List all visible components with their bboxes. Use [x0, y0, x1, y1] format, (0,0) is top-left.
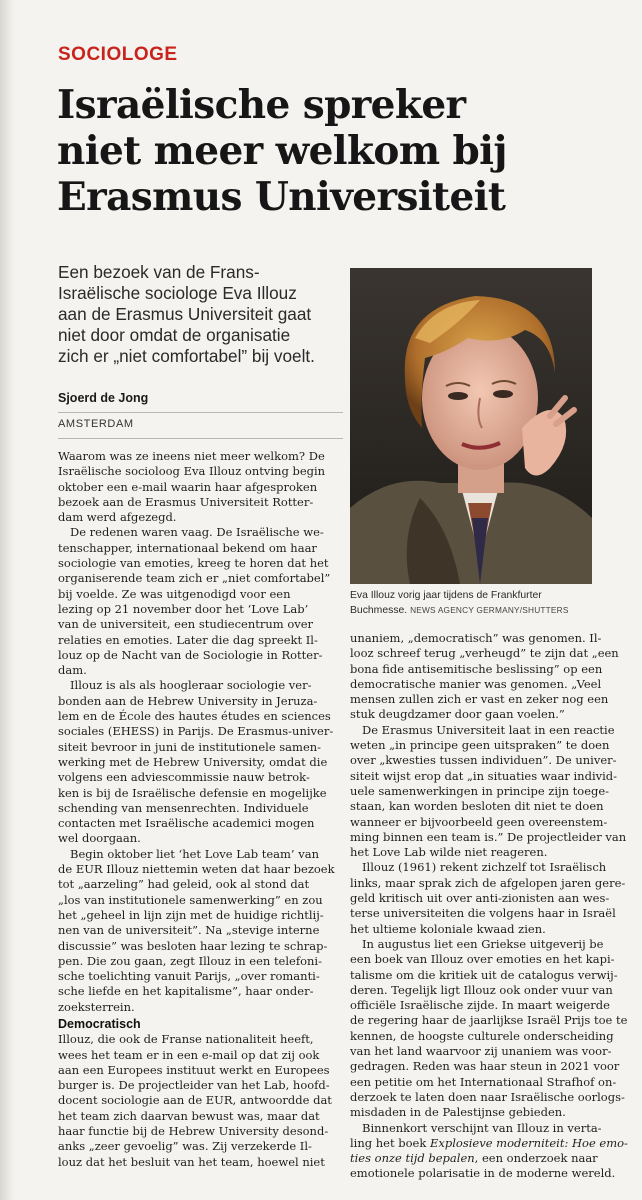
text-line: siteit wijst erop dat „in situaties waar individ-	[350, 768, 618, 783]
text-line: Illouz (1961) rekent zichzelf tot Israëlisch	[362, 860, 607, 875]
text-line: talisme om die kritiek uit de catalogus verwij-	[350, 967, 618, 982]
text-fragment: , een onderzoek naar	[474, 1151, 598, 1166]
text-line: haar functie bij de Hebrew University desond-	[58, 1124, 329, 1139]
text-line: het „geheel in lijn zijn met de huidige richtlij-	[58, 907, 324, 922]
text-line: burger is. De projectleider van het Lab, hoofd-	[58, 1078, 330, 1093]
caption-text: Eva Illouz vorig jaar tijdens de Frankfurter	[350, 590, 542, 601]
dateline: AMSTERDAM	[58, 418, 134, 430]
text-line: de regering haar de jaarlijkse Israël Prijs toe te	[350, 1013, 628, 1028]
text-line: emotionele polarisatie in de moderne wereld.	[350, 1166, 616, 1181]
text-line: dam.	[58, 663, 87, 678]
text-line: organiserende team zich er „niet comfortabel”	[58, 571, 331, 586]
text-line: sche toelichting vanuit Parijs, „over romanti-	[58, 969, 320, 984]
text-line: louz dat het besluit van het team, hoewel niet	[58, 1154, 325, 1169]
intro-lead	[58, 262, 343, 367]
intro-line: zich er „niet comfortabel” bij voelt.	[58, 346, 315, 366]
text-line: Israëlische socioloog Eva Illouz ontving begin	[58, 464, 326, 479]
text-line: stuk deugdzamer door gaan voelen.”	[350, 707, 565, 722]
text-line	[350, 1151, 612, 1166]
text-line: bona fide antisemitische beslissing” op een	[350, 661, 603, 676]
text-line: anks „zeer gevoelig” was. Zij verzekerde Il-	[58, 1139, 312, 1154]
headline	[57, 82, 617, 220]
text-line: sche liefde en het kapitalisme”, haar onder-	[58, 984, 314, 999]
text-line: ken is bij de Israëlische defensie en mogelijke	[58, 785, 327, 800]
text-line: van de universiteit, een studiecentrum over	[58, 617, 314, 632]
text-line: „los van institutionele samenwerking” en zou	[58, 892, 323, 907]
text-line: siteit bevroor in juni de institutionele samen-	[58, 739, 322, 754]
paragraph	[350, 1120, 628, 1182]
photo-credit: NEWS AGENCY GERMANY/SHUTTERS	[410, 605, 569, 615]
text-line: In augustus liet een Griekse uitgeverij be	[362, 936, 604, 951]
text-line: contacten met Israëlische academici mogen	[58, 816, 315, 831]
text-line: louz op de Nacht van de Sociologie in Rotter-	[58, 647, 323, 662]
intro-line: niet door omdat de organisatie	[58, 325, 291, 345]
text-line: uele samenwerkingen in principe zijn toege-	[350, 783, 610, 798]
headline-line: niet meer welkom bij	[57, 128, 507, 174]
text-line: een petitie om het Internationaal Strafhof on-	[350, 1074, 617, 1089]
text-line: discussie” was besloten haar lezing te schrap-	[58, 938, 328, 953]
text-line: bij voelde. Ze was uitgenodigd voor een	[58, 586, 291, 601]
book-title: Explosieve moderniteit: Hoe emo-	[429, 1135, 628, 1150]
headline-line: Israëlische spreker	[57, 82, 466, 128]
text-line: schending van mensenrechten. Individuele	[58, 800, 309, 815]
paragraph	[350, 631, 619, 723]
paragraph	[350, 722, 627, 861]
byline-author: Sjoerd de Jong	[58, 391, 343, 413]
section-kicker: SOCIOLOGE	[58, 44, 178, 65]
text-line: kennen, de hoogste culturele onderscheiding	[350, 1028, 614, 1043]
text-line: misdaden in de Palestijnse gebieden.	[350, 1105, 566, 1120]
text-line: van het land waarvoor zij unaniem was voor-	[350, 1044, 612, 1059]
text-line	[350, 1135, 628, 1151]
headline-line: Erasmus Universiteit	[57, 174, 506, 220]
text-line: unaniem, „democratisch” was genomen. Il-	[350, 631, 602, 645]
text-line: docent sociologie aan de EUR, antwoordde dat	[58, 1093, 332, 1108]
paragraph	[58, 1032, 344, 1170]
paragraph	[350, 860, 626, 936]
text-line: Begin oktober liet ‘het Love Lab team’ van	[70, 846, 319, 861]
text-line: sociologie van emoties, kreeg te horen dat het	[58, 556, 329, 571]
text-line: lezing op 21 november door het ‘Love Lab’	[58, 601, 309, 616]
text-line: een boek van Illouz over emoties en het kapi-	[350, 952, 615, 967]
text-line: links, maar sprak zich de afgelopen jaren gere-	[350, 875, 626, 890]
text-line: bezoek aan de Erasmus Universiteit Rotter-	[58, 494, 314, 509]
text-line: deren. Tegelijk ligt Illouz ook onder vuur van	[350, 982, 613, 997]
text-line: volgens een adviescommissie nauw betrok-	[58, 770, 310, 785]
text-line: geld kritisch uit over anti-zionisten aan wes-	[350, 891, 610, 906]
photo-caption	[350, 589, 612, 618]
article-column-left	[58, 449, 344, 1170]
paragraph	[58, 678, 344, 846]
text-line: mensen zullen zich er vast en zeker nog een	[350, 692, 609, 707]
text-line: staan, kan worden besloten dit niet te doen	[350, 799, 604, 814]
book-title: ties onze tijd bepalen	[350, 1151, 475, 1166]
portrait-illustration	[350, 268, 592, 584]
text-line: lem en de École des hautes études en sciences	[58, 709, 331, 724]
text-line: bonden aan de Hebrew University in Jeruza-	[58, 693, 318, 708]
text-line: werking met de Hebrew University, omdat die	[58, 754, 328, 769]
text-line: democratische manier was genomen. „Veel	[350, 676, 602, 691]
text-line: pen. Die zou gaan, zegt Illouz in een telefoni-	[58, 953, 323, 968]
intro-line: aan de Erasmus Universiteit gaat	[58, 304, 312, 324]
text-line: het ultieme koloniale kwaad zien.	[350, 921, 546, 936]
text-fragment: ling het boek	[350, 1135, 430, 1150]
text-line: weten „in principe geen uitspraken” te doen	[350, 738, 610, 753]
text-line: wees het team er in een e-mail op dat zij ook	[58, 1047, 320, 1062]
text-line: relaties en emoties. Later die dag spreekt Il-	[58, 632, 318, 647]
paragraph	[350, 936, 628, 1121]
caption-text: Buchmesse.	[350, 605, 408, 616]
text-line: oktober een e-mail waarin haar afgesproken	[58, 479, 318, 494]
intro-line: Een bezoek van de Frans-	[58, 262, 260, 282]
text-line: het team zich daarvan bewust was, maar dat	[58, 1108, 320, 1123]
text-line: officiële Israëlische zijde. In maart weigerde	[350, 998, 610, 1013]
divider	[58, 438, 343, 439]
text-line: wel doorgaan.	[58, 831, 141, 846]
intro-line: Israëlische sociologe Eva Illouz	[58, 283, 297, 303]
text-line: De Erasmus Universiteit laat in een reactie	[362, 722, 615, 737]
text-line: gedragen. Reden was haar steun in 2021 voor	[350, 1059, 620, 1074]
text-line: ming binnen een team is.” De projectleider van	[350, 829, 627, 844]
text-line: het Love Lab wilde niet reageren.	[350, 845, 548, 860]
text-line: derzoek te laten doen naar Israëlische oorlogs-	[350, 1089, 625, 1104]
text-line: over „kwesties tussen individuen”. De univer-	[350, 753, 617, 768]
text-line: looz schreef terug „verheugd” te zijn dat „een	[350, 646, 619, 661]
paragraph	[58, 449, 344, 525]
article-column-right	[350, 631, 628, 1182]
text-line: wanneer er bijvoorbeeld geen overeenstem-	[350, 814, 608, 829]
paragraph	[58, 525, 344, 678]
portrait-photo	[350, 268, 592, 584]
text-line: terse universiteiten die volgens haar in Israël	[350, 906, 616, 921]
text-line: Illouz is als als hoogleraar sociologie ver-	[70, 678, 312, 693]
caption-text-line2	[350, 603, 612, 618]
paragraph	[58, 847, 344, 1015]
text-line: tenschapper, internationaal bekend om haar	[58, 540, 317, 555]
text-line: sociales (EHESS) in Parijs. De Erasmus-univer-	[58, 724, 334, 739]
text-line: zoeksterrein.	[58, 999, 135, 1014]
text-line: tot „aarzeling” had geleid, ook al stond dat	[58, 877, 310, 892]
text-line: Binnenkort verschijnt van Illouz in verta-	[362, 1120, 602, 1135]
text-line: De redenen waren vaag. De Israëlische we-	[70, 525, 324, 540]
text-line: Waarom was ze ineens niet meer welkom? De	[58, 449, 325, 463]
text-line: Illouz, die ook de Franse nationaliteit heeft,	[58, 1032, 314, 1047]
text-line: de EUR Illouz niettemin weten dat haar bezoek	[58, 862, 335, 877]
section-subhead: Democratisch	[58, 1016, 141, 1031]
text-line: nen van de universiteit”. Na „stevige interne	[58, 923, 320, 938]
text-line: aan een Europees instituut werkt en Europees	[58, 1062, 330, 1077]
text-line: dam werd afgezegd.	[58, 510, 177, 525]
